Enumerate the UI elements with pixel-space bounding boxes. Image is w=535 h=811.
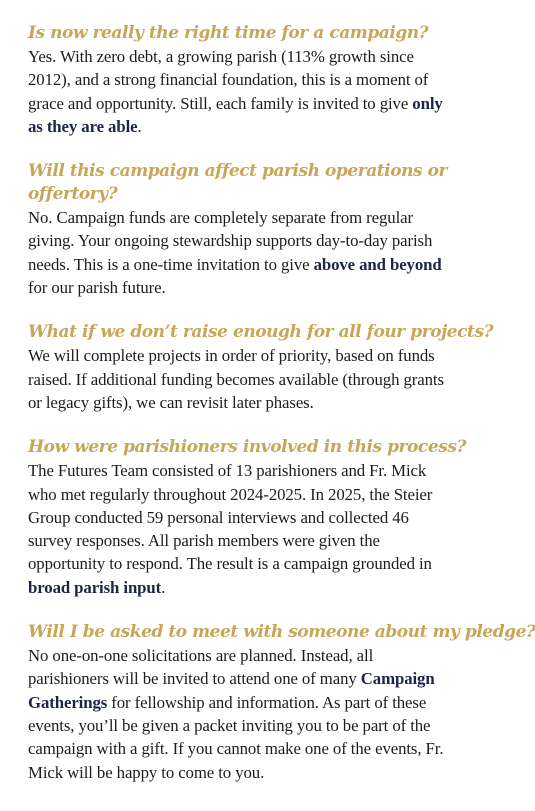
answer-emphasis: above and beyond bbox=[313, 254, 442, 274]
answer-emphasis: Campaign Gatherings bbox=[28, 669, 435, 712]
faq-question: Will this campaign affect parish operations or offertory? bbox=[28, 161, 447, 205]
answer-text: . bbox=[161, 577, 166, 597]
faq-answer bbox=[28, 45, 448, 138]
answer-text: Yes. With zero debt, a growing parish (113% growth since 2012), and a strong financial foundation, this is a moment of grace and opportunity. Still, each family is invited to give bbox=[28, 47, 429, 113]
faq-section bbox=[28, 22, 535, 806]
faq-item-funding bbox=[28, 321, 494, 414]
faq-item-pledge-meeting bbox=[28, 621, 535, 784]
faq-question: What if we don’t raise enough for all four projects? bbox=[28, 322, 494, 343]
answer-text: for fellowship and information. As part of these events, you’ll be given a packet inviting you to be part of the campaign with a gift. If you cannot make one of the events, Fr. Mick will be happy to come to you. bbox=[28, 692, 444, 782]
faq-question: Will I be asked to meet with someone about my pledge? bbox=[28, 622, 535, 643]
faq-item-involvement bbox=[28, 436, 466, 599]
answer-text: No one-on-one solicitations are planned. Instead, all parishioners will be invited to attend one of many bbox=[28, 646, 374, 689]
faq-answer bbox=[28, 459, 448, 599]
faq-answer: We will complete projects in order of priority, based on funds raised. If additional funding becomes available (through grants or legacy gifts), we can revisit later phases. bbox=[28, 346, 444, 412]
faq-item-operations bbox=[28, 160, 448, 299]
faq-question: How were parishioners involved in this process? bbox=[28, 437, 466, 458]
answer-text: for our parish future. bbox=[28, 278, 166, 298]
faq-question: Is now really the right time for a campaign? bbox=[28, 23, 429, 43]
answer-text: The Futures Team consisted of 13 parishioners and Fr. Mick who met regularly throughout 2024-2025. In 2025, the Steier Group conducted 59 personal interviews and collected 46 survey responses. All parish members were given the opportunity to respond. The result is a campaign grounded in bbox=[28, 461, 433, 574]
answer-emphasis: only as they are able bbox=[28, 93, 443, 136]
answer-text: No. Campaign funds are completely separate from regular giving. Your ongoing stewardship supports day-to-day parish needs. This is a one-time invitation to give bbox=[28, 208, 433, 274]
answer-emphasis: broad parish input bbox=[28, 577, 162, 597]
faq-answer bbox=[28, 206, 448, 299]
faq-answer bbox=[28, 644, 448, 784]
answer-text: . bbox=[137, 116, 142, 136]
faq-item-timing bbox=[28, 22, 448, 138]
